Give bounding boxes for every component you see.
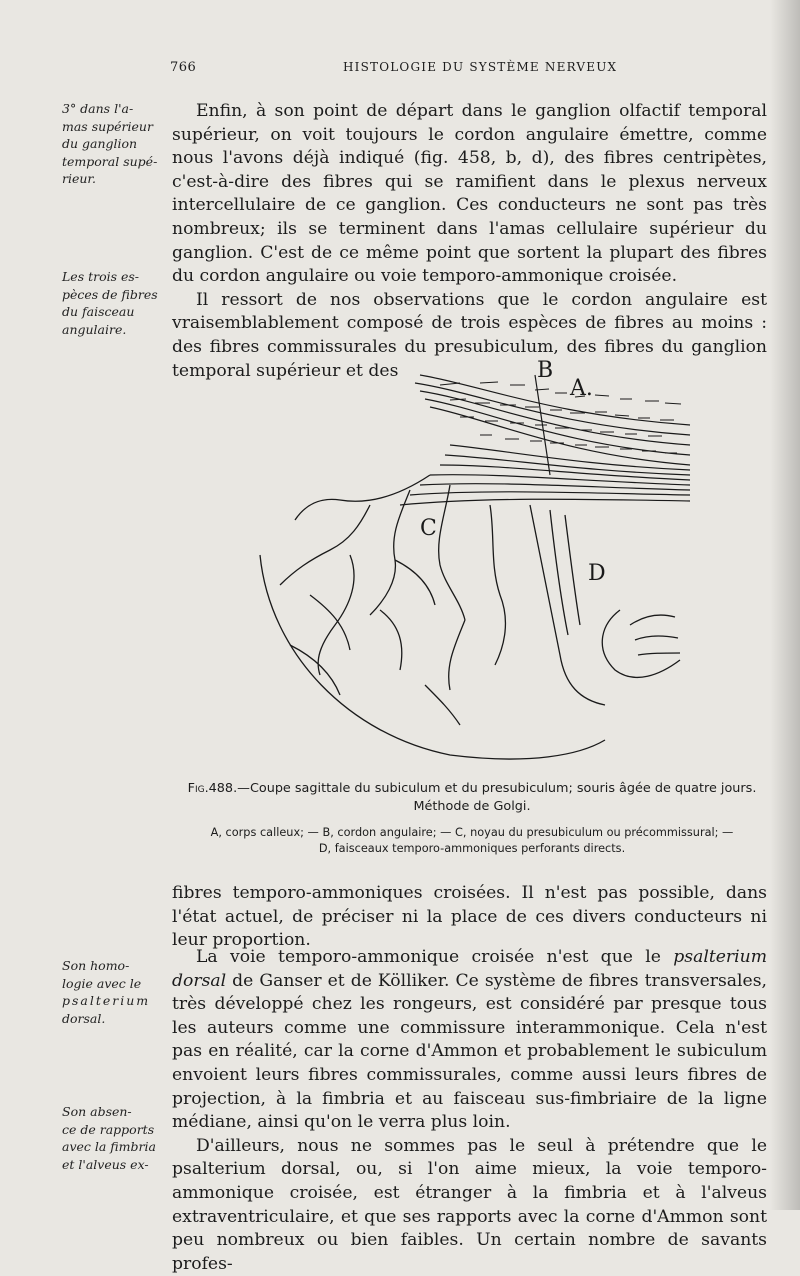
- margin-note-line: Son absen-: [62, 1104, 132, 1119]
- margin-note-line: du ganglion: [62, 136, 138, 151]
- figure-caption: [172, 780, 772, 816]
- text-block-upper: [172, 100, 767, 383]
- margin-note-homologie: [62, 957, 162, 1027]
- running-title: HISTOLOGIE DU SYSTÈME NERVEUX: [343, 60, 618, 74]
- paragraph-enfin: Enfin, à son point de départ dans le ganglion olfactif temporal supérieur, on voit toujours le cordon angulaire émettre, comme nous l'avons déjà indiqué (fig. 458, b, d), des fibres centripètes, c'est-à-dire des fibres qui se ramifient dans le plexus nerveux intercellulaire de ce ganglion. Ces conducteurs ne sont pas très nombreux; ils se terminent dans l'amas cellulaire supérieur du ganglion. C'est de ce même point que sortent la plupart des fibres du cordon angulaire ou voie temporo-ammonique croisée.: [172, 101, 767, 287]
- presubiculum-branching-fibers: [280, 475, 505, 725]
- margin-note-line: logie avec le: [62, 975, 142, 991]
- caption-prefix: Fig.: [187, 781, 209, 796]
- caption-text: —Coupe sagittale du subiculum et du presubiculum; souris âgée de quatre jours. Méthode de Golgi.: [237, 781, 757, 814]
- text-block-psalterium: [172, 946, 767, 1276]
- margin-note-line: psalterium: [62, 993, 151, 1008]
- margin-note-line: du faisceau: [62, 304, 135, 319]
- margin-note-absence: [62, 1103, 162, 1173]
- margin-note-line: temporal supé-: [62, 153, 158, 169]
- figure-488-drawing: [250, 355, 700, 775]
- page-edge-shadow: [770, 0, 800, 1210]
- margin-note-line: mas supérieur: [62, 118, 153, 134]
- caption-number: 488.: [208, 781, 238, 796]
- figure-label-d: D: [588, 561, 606, 586]
- margin-note-line: rieur.: [62, 171, 96, 186]
- running-head: [0, 60, 800, 80]
- margin-note-line: Les trois es-: [62, 269, 140, 284]
- margin-note-line: avec la fimbria: [62, 1139, 156, 1154]
- margin-note-ganglion: [62, 100, 162, 188]
- margin-note-line: et l'alveus ex-: [62, 1156, 149, 1172]
- paragraph-continuation: fibres temporo-ammoniques croisées. Il n'est pas possible, dans l'état actuel, de préciser ni la place de ces divers conducteurs ni leur proportion.: [172, 883, 767, 951]
- margin-note-line: pèces de fibres: [62, 286, 158, 302]
- figure-legend: [172, 825, 772, 857]
- paragraph-dailleurs: D'ailleurs, nous ne sommes pas le seul à prétendre que le psalterium dorsal, ou, si l'on aime mieux, la voie temporo-ammonique croisée, est étranger à la fimbria et à l'alveus extraventriculaire, et que ses rapports avec la corne d'Ammon sont peu nombreux ou bien faibles. Un certain nombre de savants profes-: [172, 1135, 767, 1274]
- page-number: 766: [170, 60, 197, 75]
- subiculum-outline: [260, 555, 605, 759]
- margin-note-trois-especes: [62, 268, 162, 338]
- legend-line: D, faisceaux temporo-ammoniques perforants directs.: [318, 842, 626, 855]
- text-block-lower: [172, 882, 767, 953]
- margin-note-line: dorsal.: [62, 1010, 106, 1026]
- italic-term: psalterium dorsal: [172, 947, 767, 991]
- paragraph-il-ressort: Il ressort de nos observations que le cordon angulaire est vraisemblablement composé de trois espèces de fibres au moins : des fibres commissurales du presubiculum, des fibres du ganglion temporal supérieur et des: [172, 289, 767, 381]
- paragraph-psalterium: [172, 946, 767, 1135]
- margin-note-line: angulaire.: [62, 321, 127, 337]
- margin-note-line: 3° dans l'a-: [62, 101, 134, 116]
- figure-label-c: C: [420, 516, 437, 541]
- figure-label-b: B: [537, 358, 554, 383]
- figure-label-a: A.: [570, 376, 593, 401]
- text-span: La voie temporo-ammonique croisée n'est que le: [196, 947, 674, 967]
- margin-note-line: ce de rapports: [62, 1121, 155, 1137]
- legend-line: A, corps calleux; — B, cordon angulaire; — C, noyau du presubiculum ou précommissural; —: [210, 826, 734, 839]
- perforant-bundles: [530, 505, 680, 705]
- margin-note-line: Son homo-: [62, 958, 130, 973]
- text-span: de Ganser et de Kölliker. Ce système de fibres transversales, très développé chez les rongeurs, est considéré par presque tous les auteurs comme une commissure interammonique. Cela n'est pas en réalité, car la corne d'Ammon et probablement le subiculum envoient leurs fibres commissurales, comme aussi leurs fibres de projection, à la fimbria et au faisceau sus-fimbriaire de la ligne médiane, ainsi qu'on le verra plus loin.: [172, 970, 767, 1133]
